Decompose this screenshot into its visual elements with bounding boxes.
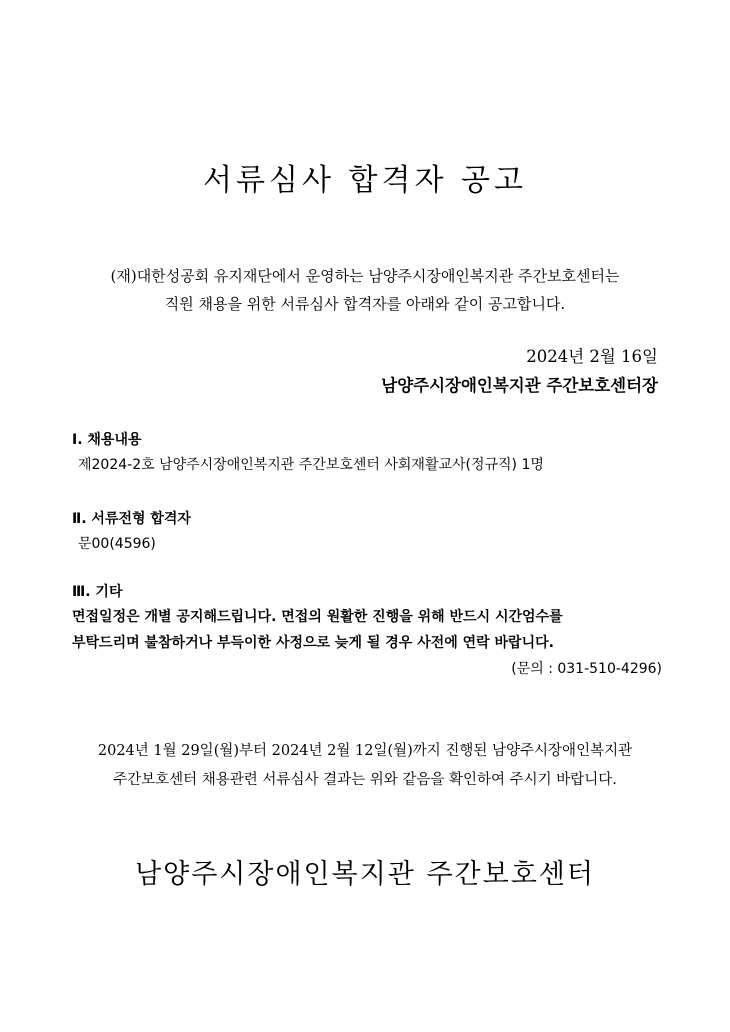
section-heading: Ⅲ. 기타: [72, 584, 123, 600]
intro-line: 직원 채용을 위한 서류심사 합격자를 아래와 같이 공고합니다.: [164, 295, 566, 313]
section-heading: Ⅰ. 채용내용: [72, 432, 142, 448]
intro-line: (재)대한성공회 유지재단에서 운영하는 남양주시장애인복지관 주간보호센터는: [110, 267, 620, 285]
footer-organization: 남양주시장애인복지관 주간보호센터: [135, 859, 595, 890]
notice-date: 2024년 2월 16일: [526, 347, 658, 366]
section-line: 면접일정은 개별 공지해드립니다. 면접의 원활한 진행을 위해 반드시 시간엄수를: [72, 609, 563, 625]
section-line: 부탁드리며 불참하거나 부득이한 사정으로 늦게 될 경우 사전에 연락 바랍니다.: [72, 635, 554, 651]
section-heading: Ⅱ. 서류전형 합격자: [72, 511, 191, 527]
closing-line: 2024년 1월 29일(월)부터 2024년 2월 12일(월)까지 진행된 남양주시장애인복지관: [97, 743, 633, 759]
intro-paragraph: [40, 262, 690, 318]
closing-paragraph: [40, 737, 690, 795]
closing-line: 주간보호센터 채용관련 서류심사 결과는 위와 같음을 확인하여 주시기 바랍니다.: [113, 772, 617, 788]
section-passed-applicants: [72, 507, 662, 557]
contact-info: (문의 : 031-510-4296): [511, 661, 662, 677]
section-line: 제2024-2호 남양주시장애인복지관 주간보호센터 사회재활교사(정규직) 1명: [78, 457, 544, 473]
page-title: 서류심사 합격자 공고: [203, 163, 527, 198]
section-line: 문00(4596): [78, 536, 156, 552]
section-recruitment-details: [72, 428, 662, 478]
section-other: [72, 580, 662, 682]
notice-issuer: 남양주시장애인복지관 주간보호센터장: [381, 376, 658, 395]
